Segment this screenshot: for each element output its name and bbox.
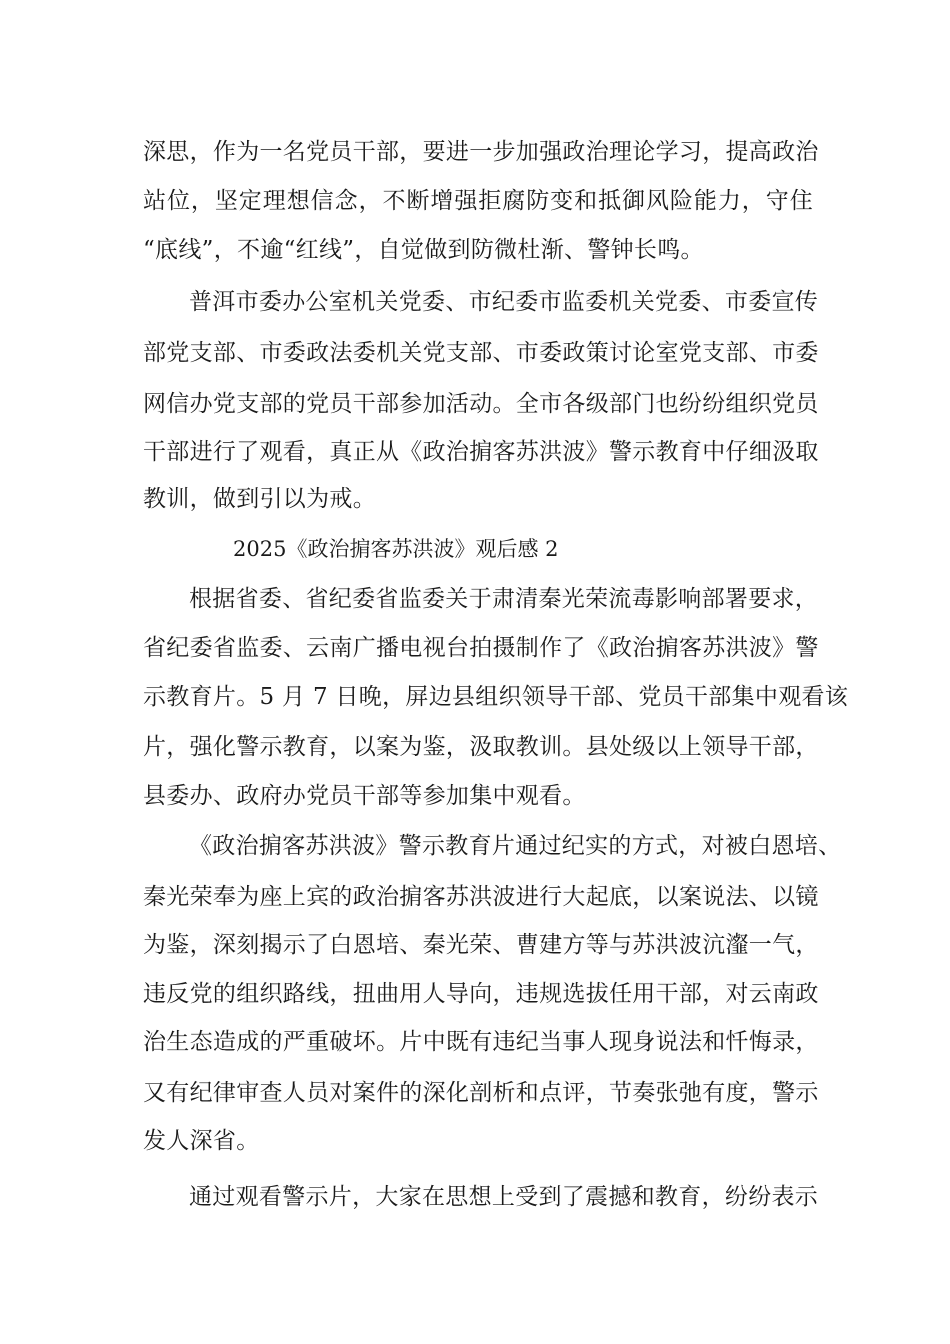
- paragraph-4-line-7: 发人深省。: [143, 1128, 260, 1154]
- paragraph-3-line-4: 片，强化警示教育，以案为鉴，汲取教训。县处级以上领导干部，: [143, 734, 819, 760]
- paragraph-1-line-2: 站位，坚定理想信念，不断增强拒腐防变和抵御风险能力，守住: [143, 188, 813, 214]
- paragraph-2-line-2: 部党支部、市委政法委机关党支部、市委政策讨论室党支部、市委: [143, 340, 819, 366]
- paragraph-4-line-4: 违反党的组织路线，扭曲用人导向，违规选拔任用干部，对云南政: [143, 981, 819, 1007]
- paragraph-3-line-3: 示教育片。5 月 7 日晚，屏边县组织领导干部、党员干部集中观看该: [143, 684, 849, 710]
- paragraph-1-line-1: 深思，作为一名党员干部，要进一步加强政治理论学习，提高政治: [143, 139, 819, 165]
- paragraph-5-line-1: 通过观看警示片，大家在思想上受到了震撼和教育，纷纷表示: [189, 1184, 819, 1210]
- paragraph-2-line-4: 干部进行了观看，真正从《政治掮客苏洪波》警示教育中仔细汲取: [143, 439, 819, 465]
- paragraph-4-line-1: 《政治掮客苏洪波》警示教育片通过纪实的方式，对被白恩培、: [189, 833, 842, 859]
- paragraph-2-line-5: 教训，做到引以为戒。: [143, 486, 376, 512]
- paragraph-4-line-3: 为鉴，深刻揭示了白恩培、秦光荣、曹建方等与苏洪波沆瀣一气，: [143, 932, 819, 958]
- paragraph-3-line-1: 根据省委、省纪委省监委关于肃清秦光荣流毒影响部署要求，: [189, 586, 819, 612]
- paragraph-2-line-3: 网信办党支部的党员干部参加活动。全市各级部门也纷纷组织党员: [143, 391, 819, 417]
- paragraph-2-line-1: 普洱市委办公室机关党委、市纪委市监委机关党委、市委宣传: [189, 289, 819, 315]
- section-heading: 2025《政治掮客苏洪波》观后感 2: [233, 537, 559, 561]
- paragraph-4-line-6: 又有纪律审查人员对案件的深化剖析和点评，节奏张弛有度，警示: [143, 1080, 819, 1106]
- paragraph-4-line-2: 秦光荣奉为座上宾的政治掮客苏洪波进行大起底，以案说法、以镜: [143, 884, 819, 910]
- paragraph-3-line-5: 县委办、政府办党员干部等参加集中观看。: [143, 783, 586, 809]
- paragraph-3-line-2: 省纪委省监委、云南广播电视台拍摄制作了《政治掮客苏洪波》警: [143, 635, 819, 661]
- paragraph-4-line-5: 治生态造成的严重破坏。片中既有违纪当事人现身说法和忏悔录，: [143, 1029, 819, 1055]
- paragraph-1-line-3: “底线”，不逾“红线”，自觉做到防微杜渐、警钟长鸣。: [143, 237, 704, 263]
